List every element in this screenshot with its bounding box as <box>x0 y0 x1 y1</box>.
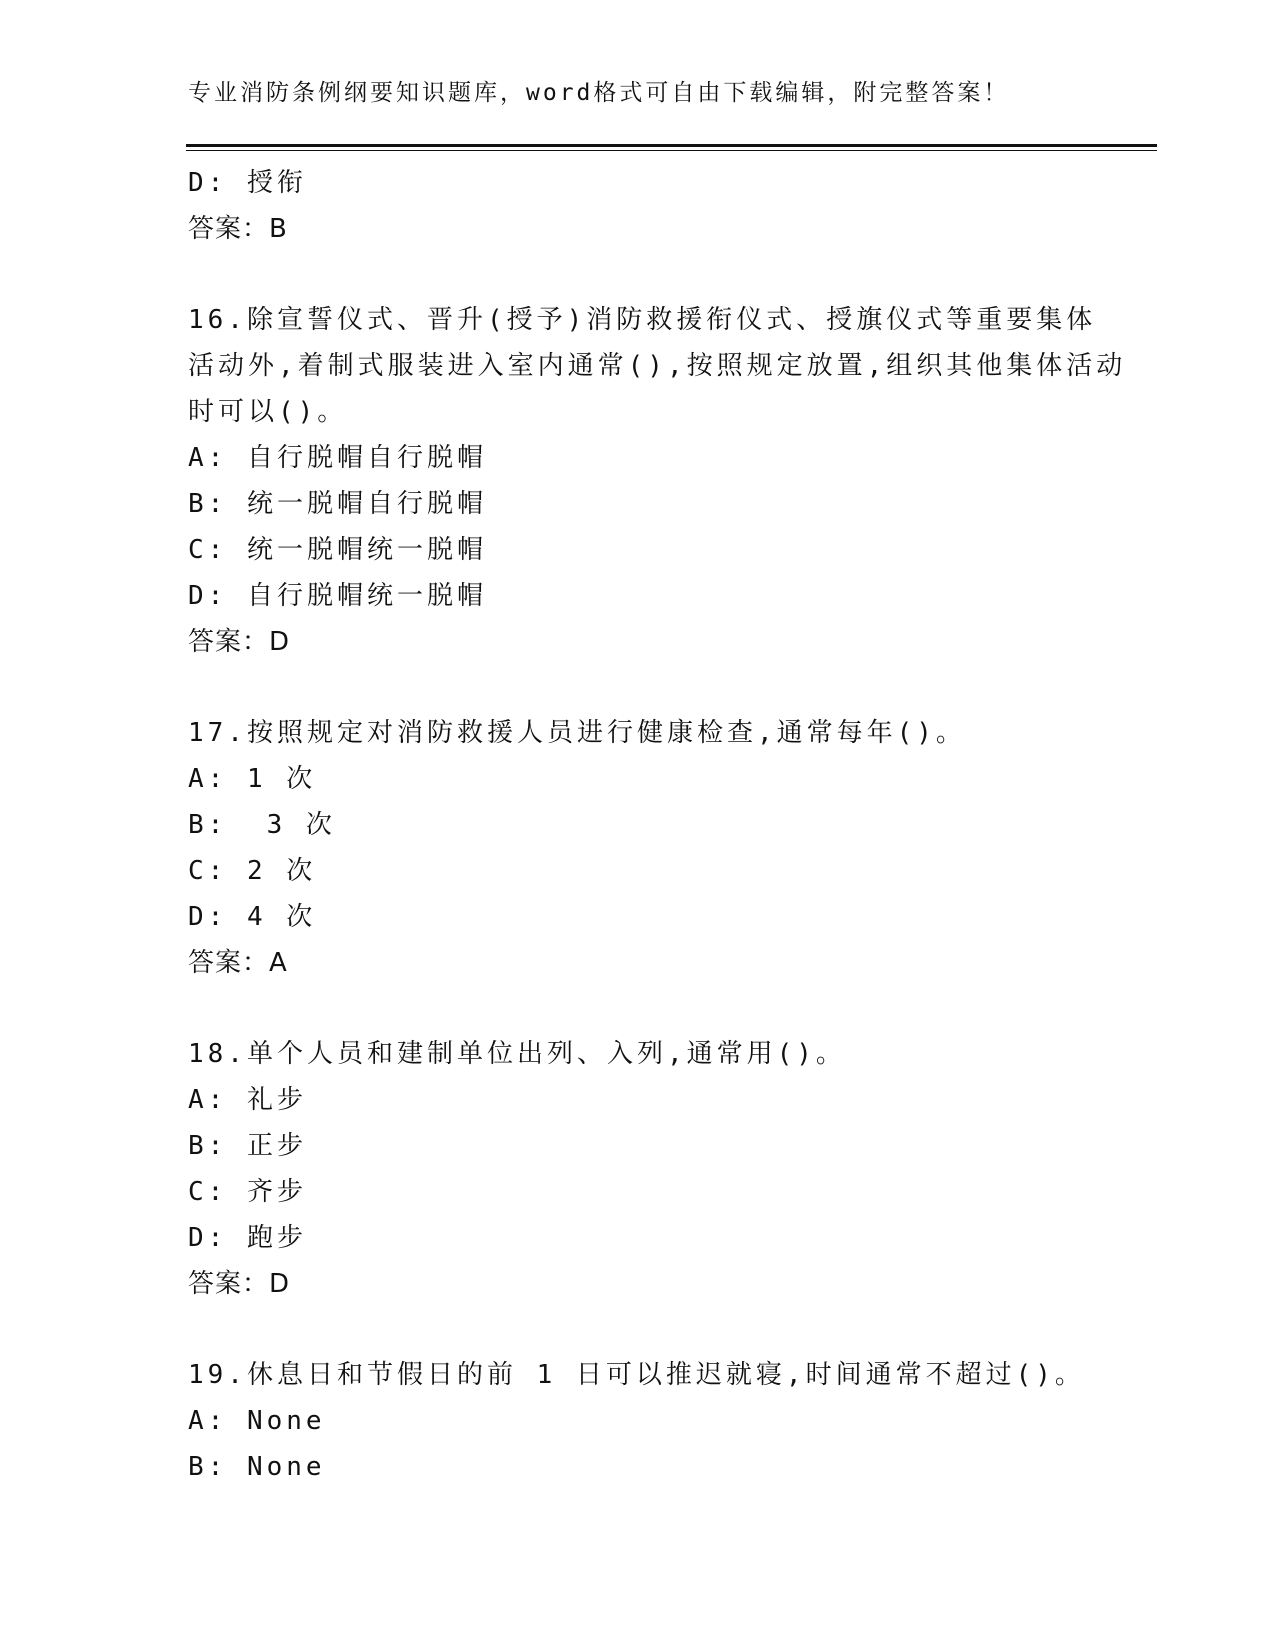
option-a: A: 自行脱帽自行脱帽 <box>188 443 487 473</box>
option-a: A: None <box>188 1406 326 1436</box>
header-rule-thin <box>186 150 1157 151</box>
option-b: B: 统一脱帽自行脱帽 <box>188 489 487 519</box>
option-b: B: 3 次 <box>188 810 336 840</box>
question-18 <box>188 1031 1088 1307</box>
option-d: D: 自行脱帽统一脱帽 <box>188 581 487 611</box>
option-text: D: 授衔 <box>188 168 307 198</box>
question-text: 18.单个人员和建制单位出列、入列,通常用()。 <box>188 1039 846 1069</box>
header-rule-thick <box>186 144 1157 147</box>
question-text: 时可以()。 <box>188 397 348 427</box>
question-text: 16.除宣誓仪式、晋升(授予)消防救援衔仪式、授旗仪式等重要集体 <box>188 305 1097 335</box>
page-header: 专业消防条例纲要知识题库，word格式可自由下载编辑，附完整答案！ <box>188 80 1010 106</box>
option-c: C: 2 次 <box>188 856 317 886</box>
option-d: D: 跑步 <box>188 1223 307 1253</box>
option-c: C: 齐步 <box>188 1177 307 1207</box>
answer-text: 答案：D <box>188 1269 291 1299</box>
option-a: A: 礼步 <box>188 1085 307 1115</box>
option-d: D: 4 次 <box>188 902 317 932</box>
question-text: 19.休息日和节假日的前 1 日可以推迟就寝,时间通常不超过()。 <box>188 1360 1085 1390</box>
question-text: 活动外,着制式服装进入室内通常(),按照规定放置,组织其他集体活动 <box>188 351 1127 381</box>
spacer <box>188 986 1088 1031</box>
spacer <box>188 252 1088 297</box>
option-b: B: None <box>188 1452 326 1482</box>
answer-text: 答案：B <box>188 214 288 244</box>
question-16 <box>188 297 1127 665</box>
option-c: C: 统一脱帽统一脱帽 <box>188 535 487 565</box>
question-19 <box>188 1352 1088 1490</box>
spacer <box>188 665 1088 710</box>
question-list <box>188 160 1127 1490</box>
answer-text: 答案：A <box>188 948 288 978</box>
answer-text: 答案：D <box>188 627 291 657</box>
option-b: B: 正步 <box>188 1131 307 1161</box>
spacer <box>188 1307 1088 1352</box>
option-a: A: 1 次 <box>188 764 317 794</box>
question-text: 17.按照规定对消防救援人员进行健康检查,通常每年()。 <box>188 718 966 748</box>
question-17 <box>188 710 1088 986</box>
